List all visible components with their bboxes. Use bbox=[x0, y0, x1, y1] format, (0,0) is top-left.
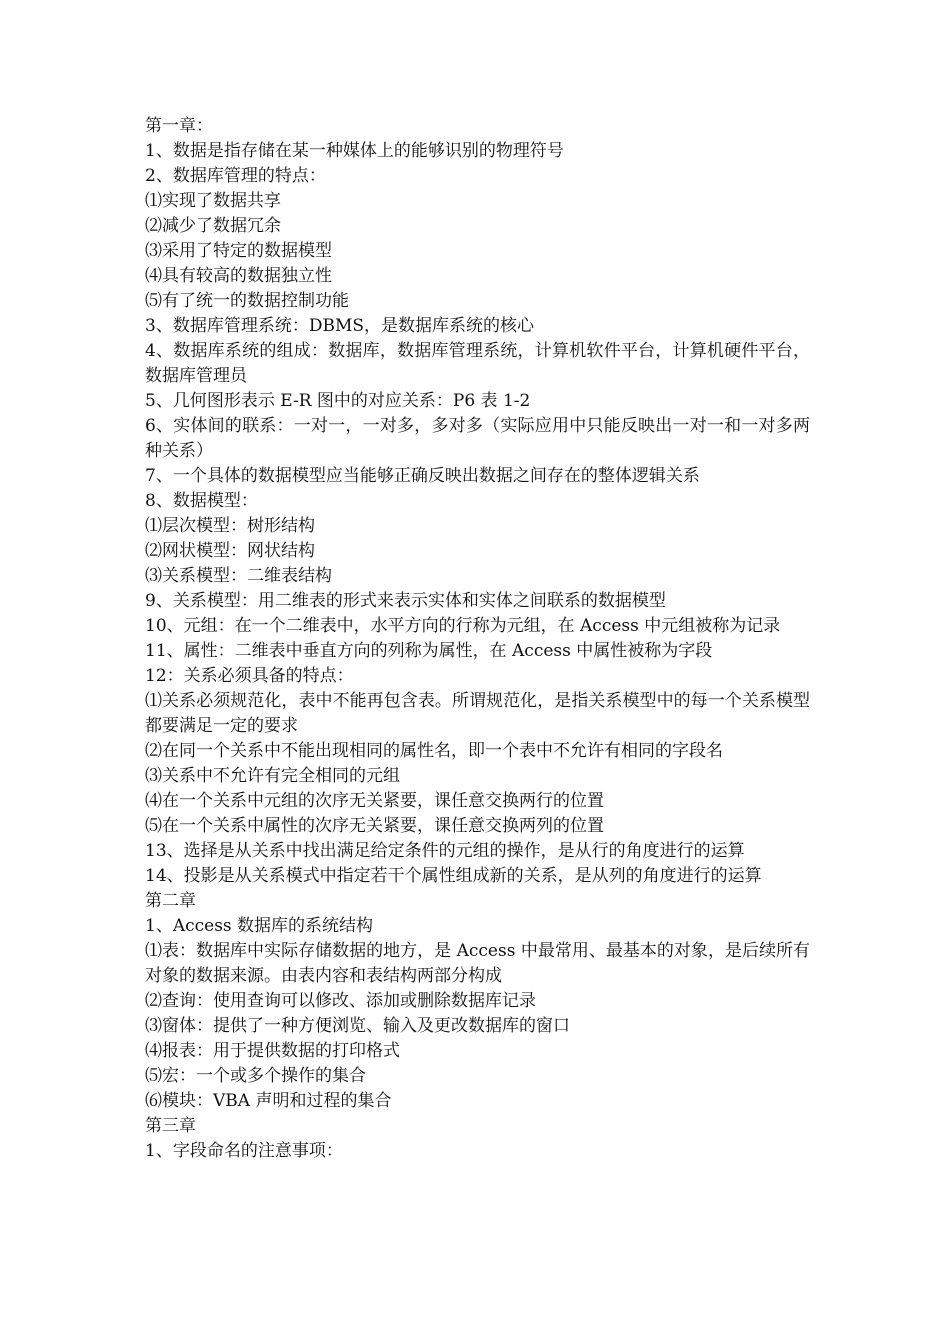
text-line: 4、数据库系统的组成：数据库，数据库管理系统，计算机软件平台，计算机硬件平台，数据库管理员 bbox=[145, 341, 810, 386]
text-line: 8、数据模型： bbox=[145, 491, 258, 511]
text-line: ⑶采用了特定的数据模型 bbox=[145, 241, 332, 261]
text-line: ⑶关系模型：二维表结构 bbox=[145, 566, 332, 586]
text-line: 1、Access 数据库的系统结构 bbox=[145, 916, 374, 936]
text-line: 2、数据库管理的特点： bbox=[145, 166, 326, 186]
text-line: 10、元组：在一个二维表中，水平方向的行称为元组，在 Access 中元组被称为记录 bbox=[145, 616, 781, 636]
text-line: ⑴实现了数据共享 bbox=[145, 191, 281, 211]
text-line: ⑷报表：用于提供数据的打印格式 bbox=[145, 1041, 400, 1061]
text-line: ⑷具有较高的数据独立性 bbox=[145, 266, 332, 286]
chapter-heading: 第三章 bbox=[145, 1116, 196, 1136]
text-line: ⑵在同一个关系中不能出现相同的属性名，即一个表中不允许有相同的字段名 bbox=[145, 741, 723, 761]
text-line: ⑴表：数据库中实际存储数据的地方，是 Access 中最常用、最基本的对象，是后续所有对象的数据来源。由表内容和表结构两部分构成 bbox=[145, 941, 810, 986]
text-line: ⑵减少了数据冗余 bbox=[145, 216, 281, 236]
text-line: 1、字段命名的注意事项： bbox=[145, 1141, 343, 1161]
text-line: 5、几何图形表示 E-R 图中的对应关系：P6 表 1-2 bbox=[145, 391, 531, 411]
text-line: ⑴层次模型：树形结构 bbox=[145, 516, 315, 536]
text-line: 9、关系模型：用二维表的形式来表示实体和实体之间联系的数据模型 bbox=[145, 591, 666, 611]
text-line: ⑸有了统一的数据控制功能 bbox=[145, 291, 349, 311]
text-line: ⑹模块：VBA 声明和过程的集合 bbox=[145, 1091, 392, 1111]
chapter-heading: 第一章： bbox=[145, 116, 213, 136]
text-line: ⑶关系中不允许有完全相同的元组 bbox=[145, 766, 400, 786]
text-line: 7、一个具体的数据模型应当能够正确反映出数据之间存在的整体逻辑关系 bbox=[145, 466, 700, 486]
text-line: 11、属性：二维表中垂直方向的列称为属性，在 Access 中属性被称为字段 bbox=[145, 641, 713, 661]
text-line: 13、选择是从关系中找出满足给定条件的元组的操作，是从行的角度进行的运算 bbox=[145, 841, 745, 861]
text-line: 6、实体间的联系：一对一，一对多，多对多（实际应用中只能反映出一对一和一对多两种关系） bbox=[145, 416, 810, 461]
text-line: 3、数据库管理系统：DBMS，是数据库系统的核心 bbox=[145, 316, 534, 336]
text-line: ⑴关系必须规范化，表中不能再包含表。所谓规范化，是指关系模型中的每一个关系模型都要满足一定的要求 bbox=[145, 691, 810, 736]
text-line: ⑵查询：使用查询可以修改、添加或删除数据库记录 bbox=[145, 991, 536, 1011]
text-line: 1、数据是指存储在某一种媒体上的能够识别的物理符号 bbox=[145, 141, 564, 161]
text-line: 12：关系必须具备的特点： bbox=[145, 666, 354, 686]
text-line: ⑶窗体：提供了一种方便浏览、输入及更改数据库的窗口 bbox=[145, 1016, 570, 1036]
text-line: ⑵网状模型：网状结构 bbox=[145, 541, 315, 561]
text-line: ⑸宏：一个或多个操作的集合 bbox=[145, 1066, 366, 1086]
text-line: ⑸在一个关系中属性的次序无关紧要，课任意交换两列的位置 bbox=[145, 816, 604, 836]
chapter-heading: 第二章 bbox=[145, 891, 196, 911]
text-line: ⑷在一个关系中元组的次序无关紧要，课任意交换两行的位置 bbox=[145, 791, 604, 811]
document-body bbox=[145, 114, 810, 1164]
text-line: 14、投影是从关系模式中指定若干个属性组成新的关系，是从列的角度进行的运算 bbox=[145, 866, 762, 886]
